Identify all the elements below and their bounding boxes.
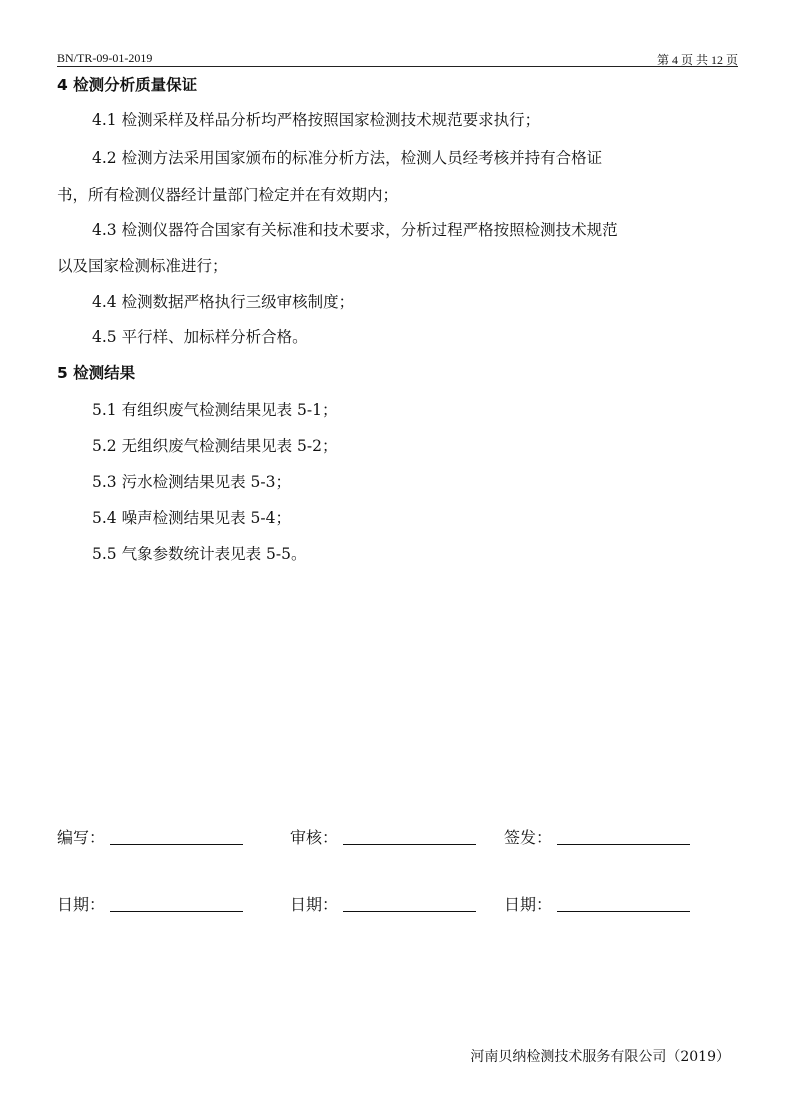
item-4-5: 4.5 平行样、加标样分析合格。 [92, 328, 308, 346]
reviewer-label: 审核： [290, 828, 339, 847]
reviewer-date-label: 日期： [290, 895, 339, 914]
header-rule [57, 66, 738, 67]
item-4-4: 4.4 检测数据严格执行三级审核制度； [92, 293, 355, 311]
item-5-1: 5.1 有组织废气检测结果见表 5-1； [92, 401, 338, 419]
section-5-heading: 5 检测结果 [57, 364, 136, 382]
reviewer-date-line[interactable] [343, 911, 476, 912]
item-5-4: 5.4 噪声检测结果见表 5-4； [92, 509, 291, 527]
page-number: 第 4 页 共 12 页 [656, 53, 738, 67]
item-4-1: 4.1 检测采样及样品分析均严格按照国家检测技术规范要求执行； [92, 111, 541, 129]
item-4-3-continued: 以及国家检测标准进行； [57, 257, 228, 275]
writer-label: 编写： [57, 828, 106, 847]
writer-signature-line[interactable] [110, 844, 243, 845]
item-4-2: 4.2 检测方法采用国家颁布的标准分析方法，检测人员经考核并持有合格证 [92, 149, 603, 167]
issuer-date-line[interactable] [557, 911, 690, 912]
company-footer: 河南贝纳检测技术服务有限公司（2019） [470, 1049, 730, 1065]
item-4-3: 4.3 检测仪器符合国家有关标准和技术要求，分析过程严格按照检测技术规范 [92, 221, 618, 239]
issuer-label: 签发： [504, 828, 553, 847]
item-5-3: 5.3 污水检测结果见表 5-3； [92, 473, 291, 491]
section-4-heading: 4 检测分析质量保证 [57, 76, 198, 94]
document-code: BN/TR-09-01-2019 [57, 51, 153, 65]
issuer-date-label: 日期： [504, 895, 553, 914]
writer-date-line[interactable] [110, 911, 243, 912]
issuer-signature-line[interactable] [557, 844, 690, 845]
writer-date-label: 日期： [57, 895, 106, 914]
item-5-5: 5.5 气象参数统计表见表 5-5。 [92, 545, 307, 563]
reviewer-signature-line[interactable] [343, 844, 476, 845]
item-4-2-continued: 书，所有检测仪器经计量部门检定并在有效期内； [57, 186, 399, 204]
item-5-2: 5.2 无组织废气检测结果见表 5-2； [92, 437, 338, 455]
